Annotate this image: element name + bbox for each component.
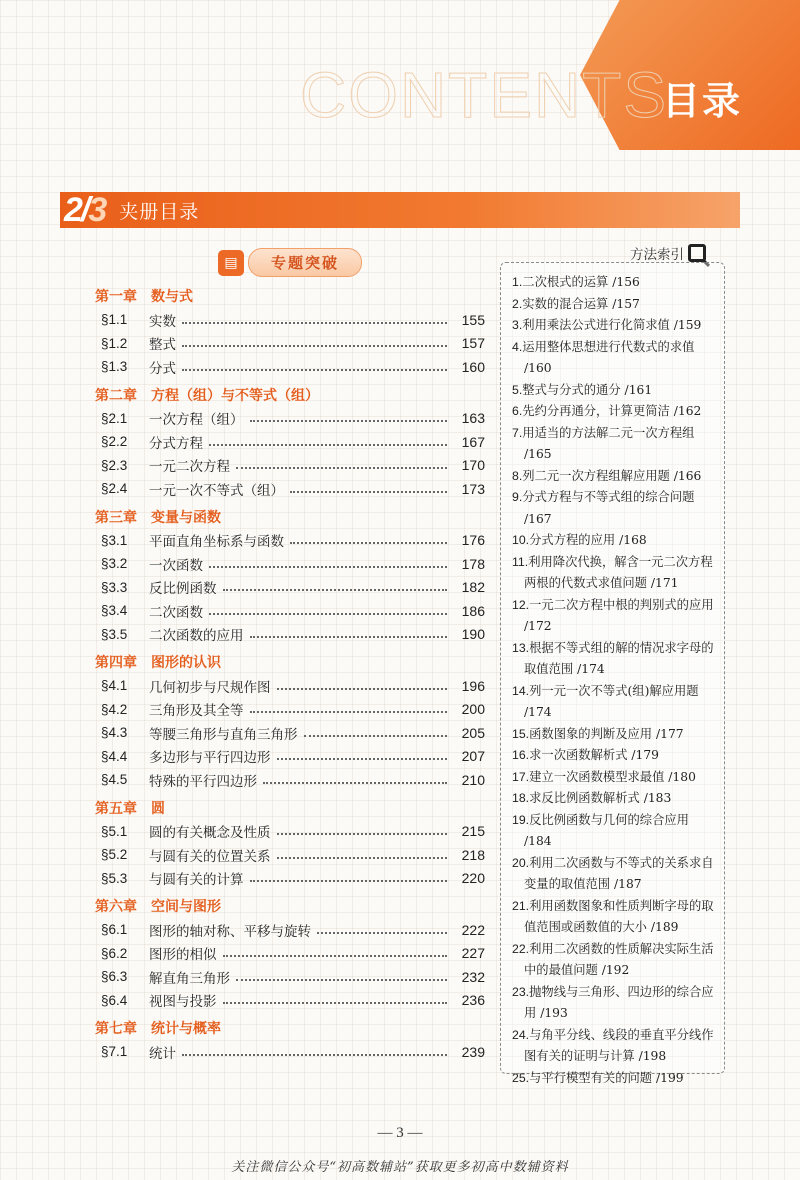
method-text: 运用整体思想进行代数式的求值 /160 <box>522 339 695 375</box>
method-item[interactable] <box>512 315 718 337</box>
method-text: 整式与分式的通分 /161 <box>522 382 653 397</box>
dot-leader <box>277 857 448 859</box>
method-text: 函数图象的判断及应用 /177 <box>529 726 684 741</box>
method-number: 10. <box>512 533 530 547</box>
chapter-heading: 第六章 空间与图形 <box>95 899 221 915</box>
section-number: §7.1 <box>101 1044 128 1060</box>
section-title: 反比例函数 <box>149 581 217 598</box>
section-label: 专题突破 <box>248 248 362 277</box>
method-item[interactable] <box>512 896 718 939</box>
method-text: 实数的混合运算 /157 <box>522 296 640 311</box>
method-number: 3. <box>512 318 523 332</box>
page-ref: 186 <box>461 602 485 619</box>
section-title: 特殊的平行四边形 <box>149 773 257 790</box>
method-item[interactable] <box>512 745 718 767</box>
page-ref: 207 <box>461 748 485 765</box>
method-number: 20. <box>512 855 530 870</box>
contents-watermark-word: CONTENTS <box>300 59 668 131</box>
method-text: 利用函数图象和性质判断字母的取值范围或函数值的大小 /189 <box>524 898 714 934</box>
section-title: 整式 <box>149 337 176 354</box>
page-ref: 155 <box>461 311 485 328</box>
method-text: 一元二次方程中根的判别式的应用 /172 <box>524 597 714 633</box>
toc-entry[interactable] <box>95 942 485 966</box>
toc-entry[interactable] <box>95 552 485 576</box>
method-text: 抛物线与三角形、四边形的综合应用 /193 <box>524 984 714 1020</box>
page-ref: 196 <box>461 677 485 694</box>
toc-entry[interactable] <box>95 918 485 942</box>
method-text: 根据不等式组的解的情况求字母的取值范围 /174 <box>524 640 714 676</box>
method-index-header <box>630 243 706 263</box>
section-number: §3.2 <box>101 556 128 572</box>
volume-banner <box>60 192 740 228</box>
section-title: 等腰三角形与直角三角形 <box>149 726 298 743</box>
method-text: 二次根式的运算 /156 <box>522 275 640 289</box>
page-ref: 170 <box>461 457 485 474</box>
method-text: 利用乘法公式进行化简求值 /159 <box>522 318 702 332</box>
toc-entry[interactable] <box>95 820 485 844</box>
page-ref: 167 <box>461 433 485 450</box>
section-title: 一次函数 <box>149 557 203 574</box>
page-ref: 236 <box>461 992 485 1009</box>
method-number: 4. <box>512 339 523 354</box>
dot-leader <box>182 369 447 371</box>
page-ref: 232 <box>461 968 485 985</box>
dot-leader <box>277 833 448 835</box>
section-number: §1.3 <box>101 359 128 375</box>
section-number: §1.2 <box>101 335 128 351</box>
method-text: 与角平分线、线段的垂直平分线作图有关的证明与计算 /198 <box>524 1027 714 1063</box>
method-number: 5. <box>512 382 523 397</box>
method-item[interactable] <box>512 552 718 595</box>
section-title: 统计 <box>149 1045 176 1062</box>
toc-entry[interactable] <box>95 576 485 600</box>
section-title: 一元一次不等式（组） <box>149 482 284 499</box>
method-text: 列一元一次不等式(组)解应用题 /174 <box>524 683 699 719</box>
method-item[interactable] <box>512 1068 718 1090</box>
section-title: 平面直角坐标系与函数 <box>149 534 284 551</box>
section-title: 与圆有关的位置关系 <box>149 848 271 865</box>
section-number: §3.4 <box>101 603 128 619</box>
section-title: 实数 <box>149 313 176 330</box>
chapter-heading: 第三章 变量与函数 <box>95 509 221 526</box>
method-item[interactable] <box>512 595 718 638</box>
dot-leader <box>250 880 448 882</box>
toc-entry[interactable] <box>95 332 485 356</box>
section-number: §6.3 <box>101 969 128 985</box>
section-title: 圆的有关概念及性质 <box>149 825 271 842</box>
page-ref: 215 <box>461 823 485 840</box>
volume-number-main: 2/ <box>64 190 89 229</box>
page-title: 目录 <box>661 79 742 123</box>
page-ref: 176 <box>461 532 485 549</box>
table-of-contents <box>95 286 485 1064</box>
method-item[interactable] <box>512 401 718 423</box>
method-item[interactable] <box>512 380 718 402</box>
section-title: 二次函数的应用 <box>149 628 244 645</box>
section-title: 一次方程（组） <box>149 412 244 429</box>
method-text: 列二元一次方程组解应用题 /166 <box>522 468 702 483</box>
toc-entry[interactable] <box>95 529 485 553</box>
method-number: 21. <box>512 898 530 913</box>
section-title: 图形的轴对称、平移与旋转 <box>149 923 311 940</box>
dot-leader <box>182 345 447 347</box>
method-text: 利用二次函数与不等式的关系求自变量的取值范围 /187 <box>524 855 714 891</box>
method-item[interactable] <box>512 982 718 1025</box>
page-ref: 190 <box>461 626 485 643</box>
dot-leader <box>209 444 447 446</box>
toc-entry[interactable] <box>95 768 485 792</box>
method-number: 24. <box>512 1027 530 1042</box>
section-title: 多边形与平行四边形 <box>149 750 271 767</box>
section-title: 几何初步与尺规作图 <box>149 679 271 696</box>
method-item[interactable] <box>512 487 718 530</box>
method-item[interactable] <box>512 638 718 681</box>
section-number: §2.1 <box>101 410 128 426</box>
method-item[interactable] <box>512 788 718 810</box>
method-number: 1. <box>512 275 523 289</box>
toc-entry[interactable] <box>95 745 485 769</box>
method-text: 先约分再通分，计算更简洁 /162 <box>522 404 702 418</box>
method-number: 18. <box>512 791 530 805</box>
page-ref: 220 <box>461 870 485 887</box>
section-title: 解直角三角形 <box>149 970 230 987</box>
section-number: §4.1 <box>101 678 128 694</box>
volume-title: 夹册目录 <box>119 200 200 223</box>
section-number: §2.4 <box>101 481 128 497</box>
dot-leader <box>317 932 447 934</box>
chapter-heading: 第五章 圆 <box>95 800 165 817</box>
section-number: §6.1 <box>101 922 128 938</box>
toc-entry[interactable] <box>95 454 485 478</box>
dot-leader <box>223 589 448 591</box>
section-title: 分式 <box>149 360 176 377</box>
page-ref: 182 <box>461 579 485 596</box>
method-text: 求反比例函数解析式 /183 <box>529 791 672 805</box>
section-number: §4.5 <box>101 772 128 788</box>
toc-entry[interactable] <box>95 477 485 501</box>
method-number: 19. <box>512 812 530 827</box>
method-text: 分式方程与不等式组的综合问题 /167 <box>522 490 695 526</box>
dot-leader <box>209 566 447 568</box>
section-number: §1.1 <box>101 312 128 328</box>
section-number: §5.3 <box>101 870 128 886</box>
dot-leader <box>223 1002 448 1004</box>
clipboard-icon: ▤ <box>218 250 244 276</box>
method-item[interactable] <box>512 810 718 853</box>
method-item[interactable] <box>512 853 718 896</box>
page-ref: 239 <box>461 1043 485 1060</box>
section-title: 图形的相似 <box>149 947 217 964</box>
section-number: §2.3 <box>101 457 128 473</box>
dot-leader <box>236 979 447 981</box>
section-title: 一元二次方程 <box>149 459 230 476</box>
section-number: §4.3 <box>101 725 128 741</box>
method-number: 23. <box>512 984 530 999</box>
dot-leader <box>250 636 448 638</box>
section-number: §5.1 <box>101 823 128 839</box>
method-index-list <box>512 272 718 1089</box>
method-number: 2. <box>512 296 523 311</box>
method-item[interactable] <box>512 466 718 488</box>
method-number: 14. <box>512 683 530 698</box>
dot-leader <box>250 711 448 713</box>
page-number: — 3 — <box>377 1125 423 1141</box>
dot-leader <box>236 467 447 469</box>
page-ref: 178 <box>461 555 485 572</box>
section-title: 二次函数 <box>149 604 203 621</box>
dot-leader <box>209 613 447 615</box>
page-ref: 160 <box>461 358 485 375</box>
section-number: §3.1 <box>101 532 128 548</box>
section-title: 与圆有关的计算 <box>149 872 244 889</box>
method-number: 25. <box>512 1070 530 1085</box>
section-number: §4.4 <box>101 748 128 764</box>
section-title: 分式方程 <box>149 435 203 452</box>
page-ref: 157 <box>461 335 485 352</box>
page-ref: 222 <box>461 921 485 938</box>
section-title: 视图与投影 <box>149 994 217 1011</box>
toc-entry[interactable] <box>95 623 485 647</box>
dot-leader <box>277 758 448 760</box>
method-text: 利用二次函数的性质解决实际生活中的最值问题 /192 <box>524 941 714 977</box>
page-ref: 163 <box>461 410 485 427</box>
dot-leader <box>290 491 447 493</box>
method-text: 用适当的方法解二元一次方程组 /165 <box>522 425 695 461</box>
page-ref: 218 <box>461 846 485 863</box>
section-number: §6.4 <box>101 992 128 1008</box>
toc-entry[interactable] <box>95 867 485 891</box>
section-number: §3.3 <box>101 579 128 595</box>
magnifier-icon <box>688 244 706 262</box>
volume-number <box>64 191 105 230</box>
dot-leader <box>182 1054 447 1056</box>
method-text: 建立一次函数模型求最值 /180 <box>529 769 696 784</box>
chapter-heading: 第七章 统计与概率 <box>95 1021 221 1037</box>
dot-leader <box>277 688 448 690</box>
dot-leader <box>223 955 448 957</box>
toc-entry[interactable] <box>95 407 485 431</box>
section-number: §6.2 <box>101 945 128 961</box>
page-ref: 227 <box>461 945 485 962</box>
section-title: 三角形及其全等 <box>149 703 244 720</box>
method-item[interactable] <box>512 681 718 724</box>
method-item[interactable] <box>512 767 718 789</box>
method-text: 求一次函数解析式 /179 <box>529 748 660 762</box>
toc-entry[interactable] <box>95 698 485 722</box>
chapter-heading: 第二章 方程（组）与不等式（组） <box>95 387 319 404</box>
method-text: 利用降次代换，解含一元二次方程两根的代数式求值问题 /171 <box>524 554 713 590</box>
dot-leader <box>263 782 447 784</box>
toc-entry[interactable] <box>95 989 485 1013</box>
section-number: §5.2 <box>101 847 128 863</box>
method-item[interactable] <box>512 530 718 552</box>
method-text: 分式方程的应用 /168 <box>529 533 647 547</box>
section-number: §4.2 <box>101 701 128 717</box>
method-item[interactable] <box>512 939 718 982</box>
method-index-title: 方法索引 <box>630 247 684 263</box>
chapter-heading: 第一章 数与式 <box>95 289 193 305</box>
method-item[interactable] <box>512 724 718 746</box>
method-item[interactable] <box>512 1025 718 1068</box>
method-item[interactable] <box>512 294 718 316</box>
toc-entry[interactable] <box>95 599 485 623</box>
method-number: 12. <box>512 597 530 612</box>
toc-entry[interactable] <box>95 430 485 454</box>
method-item[interactable] <box>512 337 718 380</box>
dot-leader <box>290 542 447 544</box>
toc-entry[interactable] <box>95 355 485 379</box>
toc-entry[interactable] <box>95 965 485 989</box>
method-number: 13. <box>512 640 530 655</box>
method-number: 6. <box>512 404 523 418</box>
dot-leader <box>182 322 447 324</box>
method-number: 11. <box>512 554 529 569</box>
section-badge <box>218 249 362 276</box>
chapter-heading: 第四章 图形的认识 <box>95 655 221 671</box>
toc-entry[interactable] <box>95 1040 485 1064</box>
page-ref: 173 <box>461 480 485 497</box>
method-number: 16. <box>512 748 530 762</box>
method-text: 反比例函数与几何的综合应用 /184 <box>524 812 689 848</box>
volume-number-total: 3 <box>88 190 106 229</box>
dot-leader <box>250 420 448 422</box>
section-number: §2.2 <box>101 434 128 450</box>
method-number: 17. <box>512 769 530 784</box>
method-number: 9. <box>512 490 523 504</box>
method-item[interactable] <box>512 272 718 294</box>
toc-entry[interactable] <box>95 721 485 745</box>
page-ref: 200 <box>461 701 485 718</box>
method-item[interactable] <box>512 423 718 466</box>
method-number: 22. <box>512 941 530 956</box>
page-ref: 210 <box>461 771 485 788</box>
method-text: 与平行模型有关的问题 /199 <box>529 1070 684 1085</box>
footer-note: 关注微信公众号“初高数辅站”获取更多初高中数辅资料 <box>231 1160 569 1175</box>
method-number: 15. <box>512 726 530 741</box>
method-number: 8. <box>512 468 523 483</box>
section-number: §3.5 <box>101 626 128 642</box>
method-number: 7. <box>512 425 523 440</box>
page-ref: 205 <box>461 724 485 741</box>
toc-entry[interactable] <box>95 843 485 867</box>
dot-leader <box>304 735 448 737</box>
toc-entry[interactable] <box>95 674 485 698</box>
toc-entry[interactable] <box>95 308 485 332</box>
